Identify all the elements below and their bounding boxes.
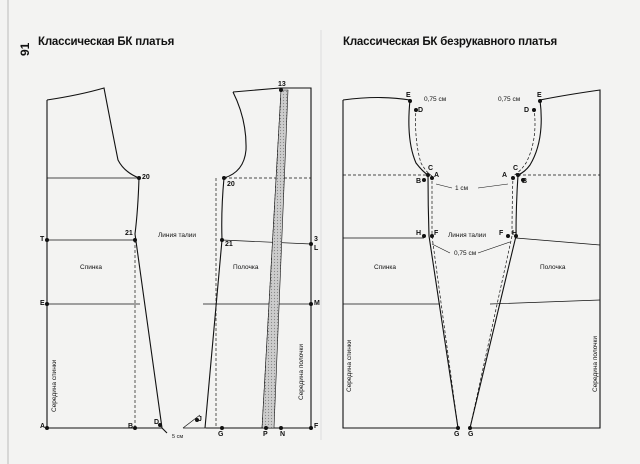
left-point-J: J [198,416,202,423]
right-front-side-dashed [470,176,513,428]
left-point-G: G [218,431,224,438]
left-point-P: P [263,431,268,438]
left-point-21-front: 21 [225,241,233,248]
right-point-markers [408,99,542,430]
right-front-waist-line [516,238,600,245]
right-waist-arrow-front [478,242,510,253]
right-point-B-back: B [416,178,422,185]
right-armhole-arrow-back [436,184,452,188]
right-front-hip-line [490,300,600,304]
right-back-center-label: Середина спинки [346,339,353,392]
right-front-center-label: Середина полочки [592,335,599,392]
right-front-label: Полочка [540,264,566,271]
left-front-center-label: Середина полочки [298,343,305,400]
right-armhole-arrow-front [478,184,508,188]
left-point-20-back: 20 [142,174,150,181]
right-point-D-back: D [418,107,424,114]
left-dart-note: 5 см [172,434,184,440]
left-point-13: 13 [278,81,286,88]
right-waist-label: Линия талии [448,232,487,239]
left-point-B: B [128,423,134,430]
left-point-N: N [280,431,286,438]
right-point-C-front: C [513,165,519,172]
page-number: 91 [18,42,32,56]
left-point-20-front: 20 [227,181,235,188]
right-point-F-front: F [499,230,504,237]
left-front-waist-line [222,240,311,244]
left-point-L: L [314,245,319,252]
left-back-center-label: Середина спинки [51,359,58,412]
right-point-H-back: H [416,230,422,237]
left-title: Классическая БК платья [38,36,175,48]
right-waist-offset: 0,75 см [454,250,477,257]
right-waist-arrow-back [432,244,450,253]
right-point-E-front: E [537,92,542,99]
right-neck-offset-front: 0,75 см [498,96,521,103]
right-back-label: Спинка [374,264,397,271]
right-back-piece [343,98,458,429]
left-front-dart-shaded [262,90,288,428]
right-point-C-back: C [428,165,434,172]
left-point-3: 3 [314,236,318,243]
left-point-F: F [314,423,319,430]
right-point-A-front: A [502,172,508,179]
left-point-D: D [154,419,160,426]
left-back-label: Спинка [80,264,103,271]
right-point-G-front: G [468,431,474,438]
right-point-H-front: H [512,230,518,237]
right-title: Классическая БК безрукавного платья [343,36,558,48]
left-point-21-back: 21 [125,230,133,237]
right-point-G-back: G [454,431,460,438]
left-front-label: Полочка [233,264,259,271]
right-point-E-back: E [406,92,411,99]
left-point-M: M [314,300,320,307]
left-front-piece [205,88,311,428]
left-waist-label: Линия талии [158,232,197,239]
right-point-F-back: F [434,230,439,237]
left-point-A: A [40,423,46,430]
right-front-piece [470,90,600,428]
left-point-E: E [40,300,45,307]
left-point-T: T [40,236,45,243]
left-back-piece [47,88,167,433]
right-neck-offset-back: 0,75 см [424,96,447,103]
right-armhole-offset: 1 см [455,185,469,192]
right-back-side-dashed [432,176,458,428]
right-point-A-back: A [434,172,440,179]
right-point-B-front: B [522,178,528,185]
right-point-D-front: D [524,107,530,114]
